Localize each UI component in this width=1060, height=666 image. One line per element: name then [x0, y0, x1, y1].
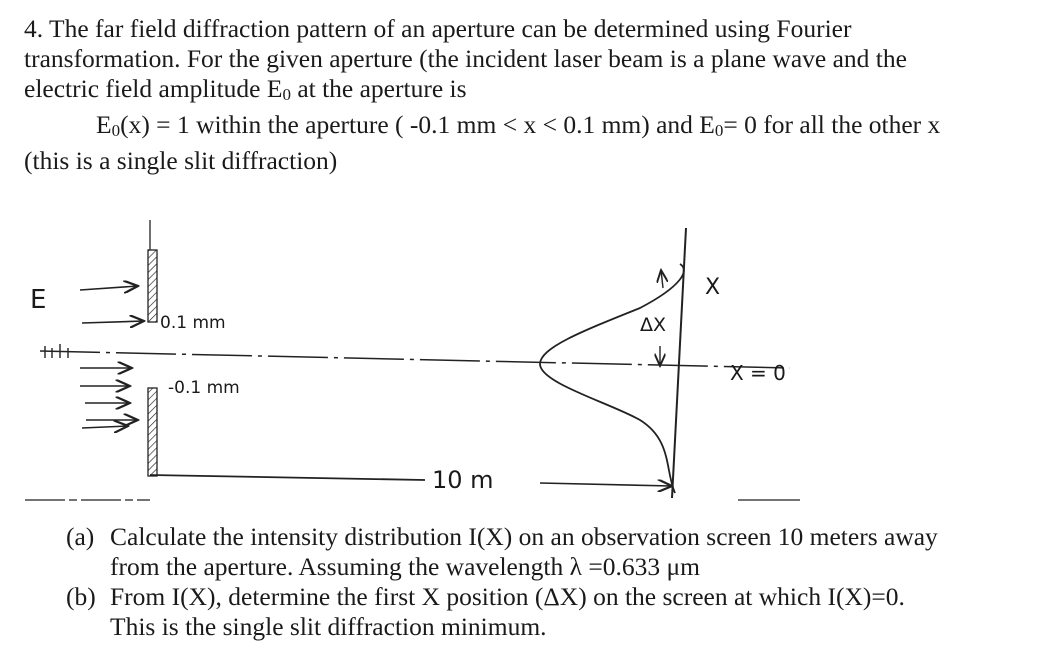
diffraction-diagram: [0, 208, 1060, 508]
problem-statement: [24, 14, 1054, 176]
problem-line-3-tail: at the aperture is: [290, 74, 467, 103]
problem-line-2: transformation. For the given aperture (the incident laser beam is a plane wave and the: [24, 44, 907, 73]
field-symbol: E: [96, 110, 112, 139]
intensity-curve: [540, 264, 684, 493]
aperture-bottom-label: -0.1 mm: [168, 378, 240, 398]
part-b: [66, 582, 1056, 642]
outside-condition: = 0 for all the other x: [723, 110, 941, 139]
incident-arrow: [82, 321, 144, 323]
aperture-top-label: 0.1 mm: [160, 313, 226, 333]
problem-line-3-text: electric field amplitude E: [24, 74, 283, 103]
part-b-label: (b): [66, 582, 96, 611]
subscript-zero: 0: [714, 121, 724, 140]
part-a-label: (a): [66, 522, 95, 551]
part-a-line-2: from the aperture. Assuming the wavelength λ =0.633 μm: [110, 552, 700, 581]
distance-baseline-left: [150, 475, 425, 480]
aperture-condition: (x) = 1 within the aperture ( -0.1 mm < x < 0.1 mm) and E: [120, 110, 715, 139]
part-a: [66, 522, 1056, 582]
aperture-upper-wall: [148, 250, 157, 322]
aperture-lower-wall: [148, 388, 157, 476]
screen-coordinate-label: X: [705, 275, 721, 300]
optical-axis: [40, 351, 790, 368]
problem-line-5: (this is a single slit diffraction): [24, 146, 338, 175]
part-a-text: [110, 522, 1056, 582]
screen-origin-label: X = 0: [730, 361, 786, 385]
incident-arrow: [80, 286, 138, 290]
problem-line-1: 4. The far field diffraction pattern of an aperture can be determined using Fourier: [24, 14, 852, 43]
delta-x-label: ΔX: [640, 314, 667, 336]
incident-wave-arrows: [80, 286, 144, 428]
part-b-line-1: From I(X), determine the first X position (ΔX) on the screen at which I(X)=0.: [110, 582, 905, 611]
subscript-zero: 0: [111, 121, 121, 140]
part-b-line-2: This is the single slit diffraction minimum.: [110, 612, 547, 641]
problem-line-4: [24, 110, 1054, 146]
part-a-line-1: Calculate the intensity distribution I(X) on an observation screen 10 meters away: [110, 522, 938, 551]
distance-arrow-right: [540, 483, 672, 486]
incident-field-label: E: [30, 285, 47, 315]
question-parts: [66, 522, 1056, 642]
incident-arrow: [82, 426, 128, 428]
delta-x-top-arrow: [661, 270, 663, 288]
part-b-text: [110, 582, 1056, 642]
problem-line-3: [24, 74, 1054, 110]
subscript-zero: 0: [282, 85, 291, 104]
distance-label: 10 m: [432, 466, 494, 494]
